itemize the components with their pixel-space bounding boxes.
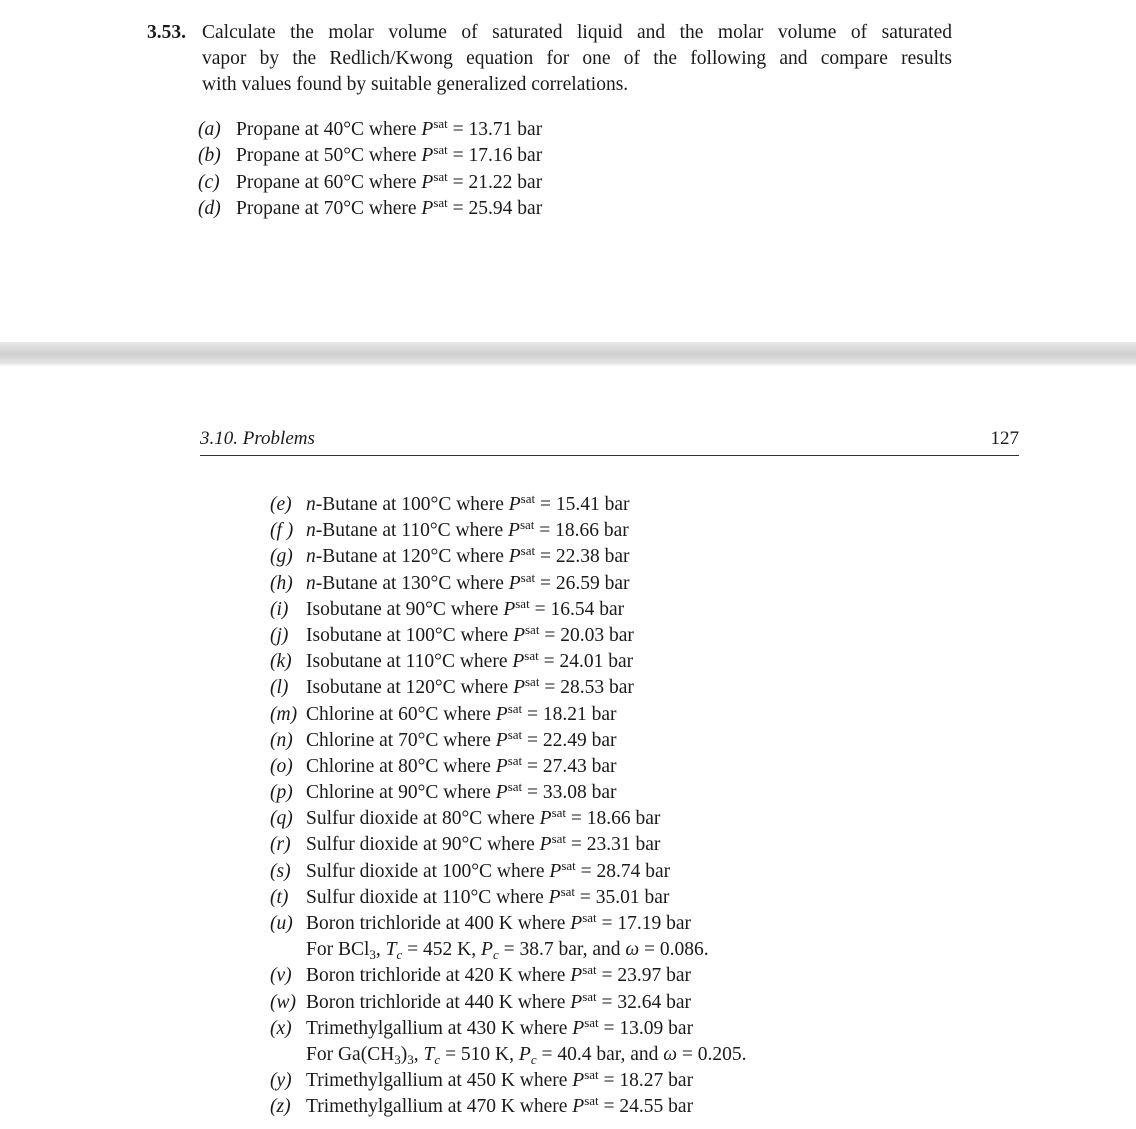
part-label: (c) (198, 171, 220, 193)
upper-page (0, 0, 1136, 342)
section-title: 3.10. Problems (200, 428, 315, 449)
list-item: (o) Chlorine at 80°C where $P^{sat} = 27.43$ bar (270, 752, 617, 777)
problem-statement (147, 20, 952, 98)
constants-note: For BCl$_3$, $T_c = 452$ K, $P_c = 38.7$ bar, and ω = 0.086. (306, 939, 709, 963)
list-item: (c) Propane at 60°C where $P^{sat} = 21.22$ bar (198, 170, 542, 196)
list-item: (v) Boron trichloride at 420 K where $P^{sat} = 23.97$ bar (270, 962, 692, 987)
part-label: (b) (198, 145, 221, 167)
list-item: (n) Chlorine at 70°C where $P^{sat} = 22.49$ bar (270, 726, 617, 751)
list-item: (p) Chlorine at 90°C where $P^{sat} = 33.08$ bar (270, 779, 617, 804)
list-item: (d) Propane at 70°C where $P^{sat} = 25.94$ bar (198, 196, 542, 222)
list-item: (g) n-Butane at 120°C where $P^{sat} = 22.38$ bar (270, 543, 630, 568)
constants-note: For $Ga(CH_3)_3$, $T_c = 510$ K, $P_c = 40.4$ bar, and ω = 0.205. (306, 1043, 747, 1067)
problem-line: Calculate the molar volume of saturated liquid and the molar volume of saturated (202, 22, 952, 43)
list-item: (j) Isobutane at 100°C where $P^{sat} = 20.03$ bar (270, 621, 634, 646)
page-separator-edge (0, 364, 1136, 366)
list-item: (x) Trimethylgallium at 430 K where $P^{sat} = 13.09$ bar (270, 1014, 694, 1039)
list-item: (k) Isobutane at 110°C where $P^{sat} = 24.01$ bar (270, 648, 634, 673)
parts-list-top (198, 117, 542, 222)
part-label: (d) (198, 197, 221, 219)
page-number: 127 (990, 428, 1019, 449)
list-item: (i) Isobutane at 90°C where $P^{sat} = 16.54$ bar (270, 595, 625, 620)
list-item: (h) n-Butane at 130°C where $P^{sat} = 26.59$ bar (270, 569, 630, 594)
list-item: (y) Trimethylgallium at 450 K where $P^{sat} = 18.27$ bar (270, 1067, 694, 1092)
list-item: (r) Sulfur dioxide at 90°C where $P^{sat} = 23.31$ bar (270, 831, 661, 856)
list-item: (t) Sulfur dioxide at 110°C where $P^{sat} = 35.01$ bar (270, 883, 670, 908)
running-header (200, 428, 1019, 456)
list-item: (b) Propane at 50°C where $P^{sat} = 17.16$ bar (198, 143, 542, 169)
list-item: (m) Chlorine at 60°C where $P^{sat} = 18.21$ bar (270, 700, 617, 725)
list-item: (a) Propane at 40°C where $P^{sat} = 13.71$ bar (198, 117, 542, 143)
problem-number: 3.53. (147, 22, 186, 43)
problem-line: with values found by suitable generalized correlations. (202, 74, 629, 95)
parts-list-bottom (270, 492, 747, 1121)
list-item: (s) Sulfur dioxide at 100°C where $P^{sat} = 28.74$ bar (270, 857, 671, 882)
list-item: (e) n-Butane at 100°C where $P^{sat} = 15.41$ bar (270, 491, 630, 515)
part-label: (a) (198, 119, 221, 140)
list-item: (u) Boron trichloride at 400 K where $P^{sat} = 17.19$ bar (270, 910, 692, 934)
list-item: (z) Trimethylgallium at 470 K where $P^{sat} = 24.55$ bar (270, 1093, 694, 1118)
page-separator (0, 342, 1136, 364)
list-item: (f ) n-Butane at 110°C where $P^{sat} = 18.66$ bar (270, 517, 629, 542)
problem-text (202, 20, 952, 98)
list-item: (w) Boron trichloride at 440 K where $P^{sat} = 32.64$ bar (270, 988, 692, 1013)
problem-line: vapor by the Redlich/Kwong equation for one of the following and compare results (202, 48, 952, 69)
list-item: (q) Sulfur dioxide at 80°C where $P^{sat} = 18.66$ bar (270, 805, 661, 830)
list-item: (l) Isobutane at 120°C where $P^{sat} = 28.53$ bar (270, 674, 634, 699)
